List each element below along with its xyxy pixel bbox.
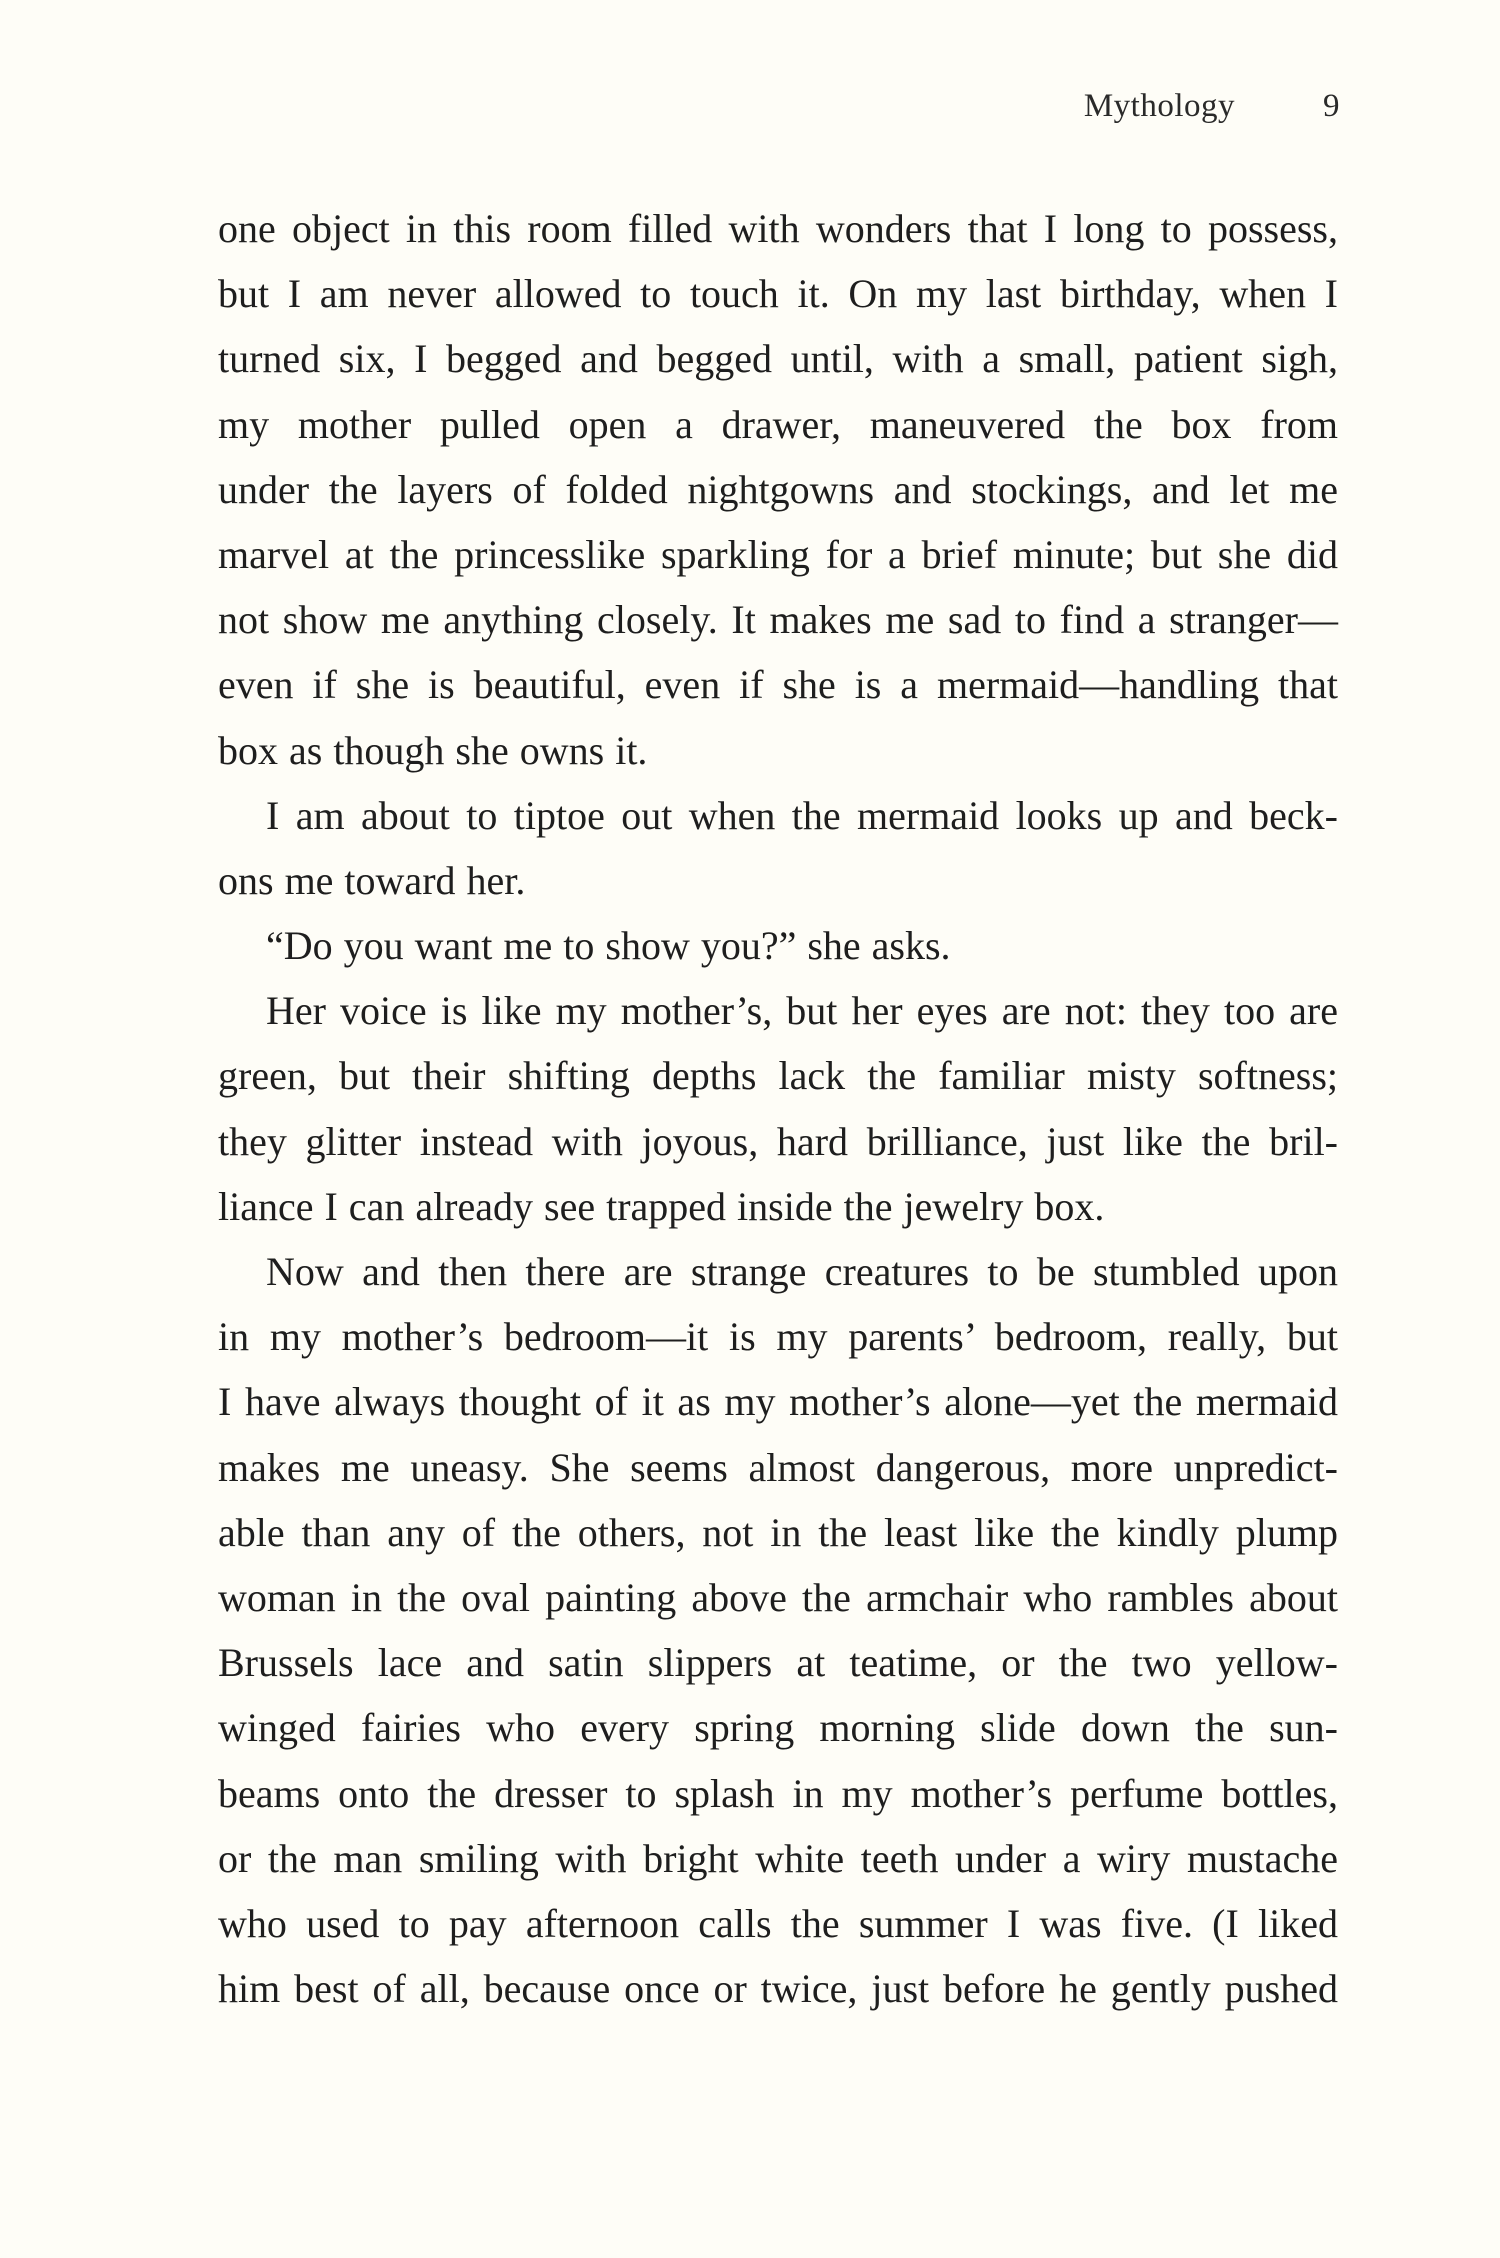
text-line: him best of all, because once or twice, just before he gently pushed (218, 1966, 1338, 2012)
text-line: liance I can already see trapped inside the jewelry box. (218, 1183, 1105, 1229)
text-line: green, but their shifting depths lack the familiar misty softness; (218, 1053, 1338, 1099)
text-line: I have always thought of it as my mother’s alone—yet the mermaid (218, 1379, 1338, 1425)
text-line: Now and then there are strange creatures to be stumbled upon (266, 1249, 1338, 1294)
running-head (1084, 88, 1340, 125)
text-line: even if she is beautiful, even if she is a mermaid—handling that (218, 662, 1338, 708)
running-head-title: Mythology (1083, 88, 1235, 124)
text-line: “Do you want me to show you?” she asks. (266, 923, 951, 969)
text-line: under the layers of folded nightgowns and stockings, and let me (218, 466, 1338, 512)
text-line: but I am never allowed to touch it. On my last birthday, when I (218, 271, 1338, 317)
body-text (218, 196, 1338, 2021)
page-number: 9 (1323, 88, 1340, 124)
text-line: my mother pulled open a drawer, maneuvered the box from (218, 401, 1338, 447)
text-line: box as though she owns it. (218, 727, 648, 773)
text-line: winged fairies who every spring morning slide down the sun- (218, 1705, 1338, 1751)
text-line: not show me anything closely. It makes me sad to find a stranger— (218, 597, 1338, 643)
text-line: who used to pay afternoon calls the summer I was five. (I liked (218, 1900, 1338, 1946)
text-line: Her voice is like my mother’s, but her eyes are not: they too are (266, 988, 1338, 1034)
text-line: makes me uneasy. She seems almost dangerous, more unpredict- (218, 1444, 1338, 1490)
text-line: they glitter instead with joyous, hard brilliance, just like the bril- (218, 1118, 1338, 1164)
text-line: woman in the oval painting above the armchair who rambles about (218, 1574, 1338, 1620)
text-line: or the man smiling with bright white teeth under a wiry mustache (218, 1835, 1338, 1881)
text-line: I am about to tiptoe out when the mermaid looks up and beck- (266, 792, 1338, 838)
text-line: Brussels lace and satin slippers at teatime, or the two yellow- (218, 1640, 1338, 1686)
text-line: able than any of the others, not in the least like the kindly plump (218, 1509, 1338, 1555)
text-line: beams onto the dresser to splash in my mother’s perfume bottles, (218, 1770, 1338, 1816)
text-line: marvel at the princesslike sparkling for a brief minute; but she did (218, 531, 1338, 577)
text-line: in my mother’s bedroom—it is my parents’ bedroom, really, but (218, 1314, 1338, 1360)
text-line: turned six, I begged and begged until, with a small, patient sigh, (218, 336, 1338, 382)
text-line: one object in this room filled with wonders that I long to possess, (218, 206, 1338, 251)
text-line: ons me toward her. (218, 857, 526, 903)
